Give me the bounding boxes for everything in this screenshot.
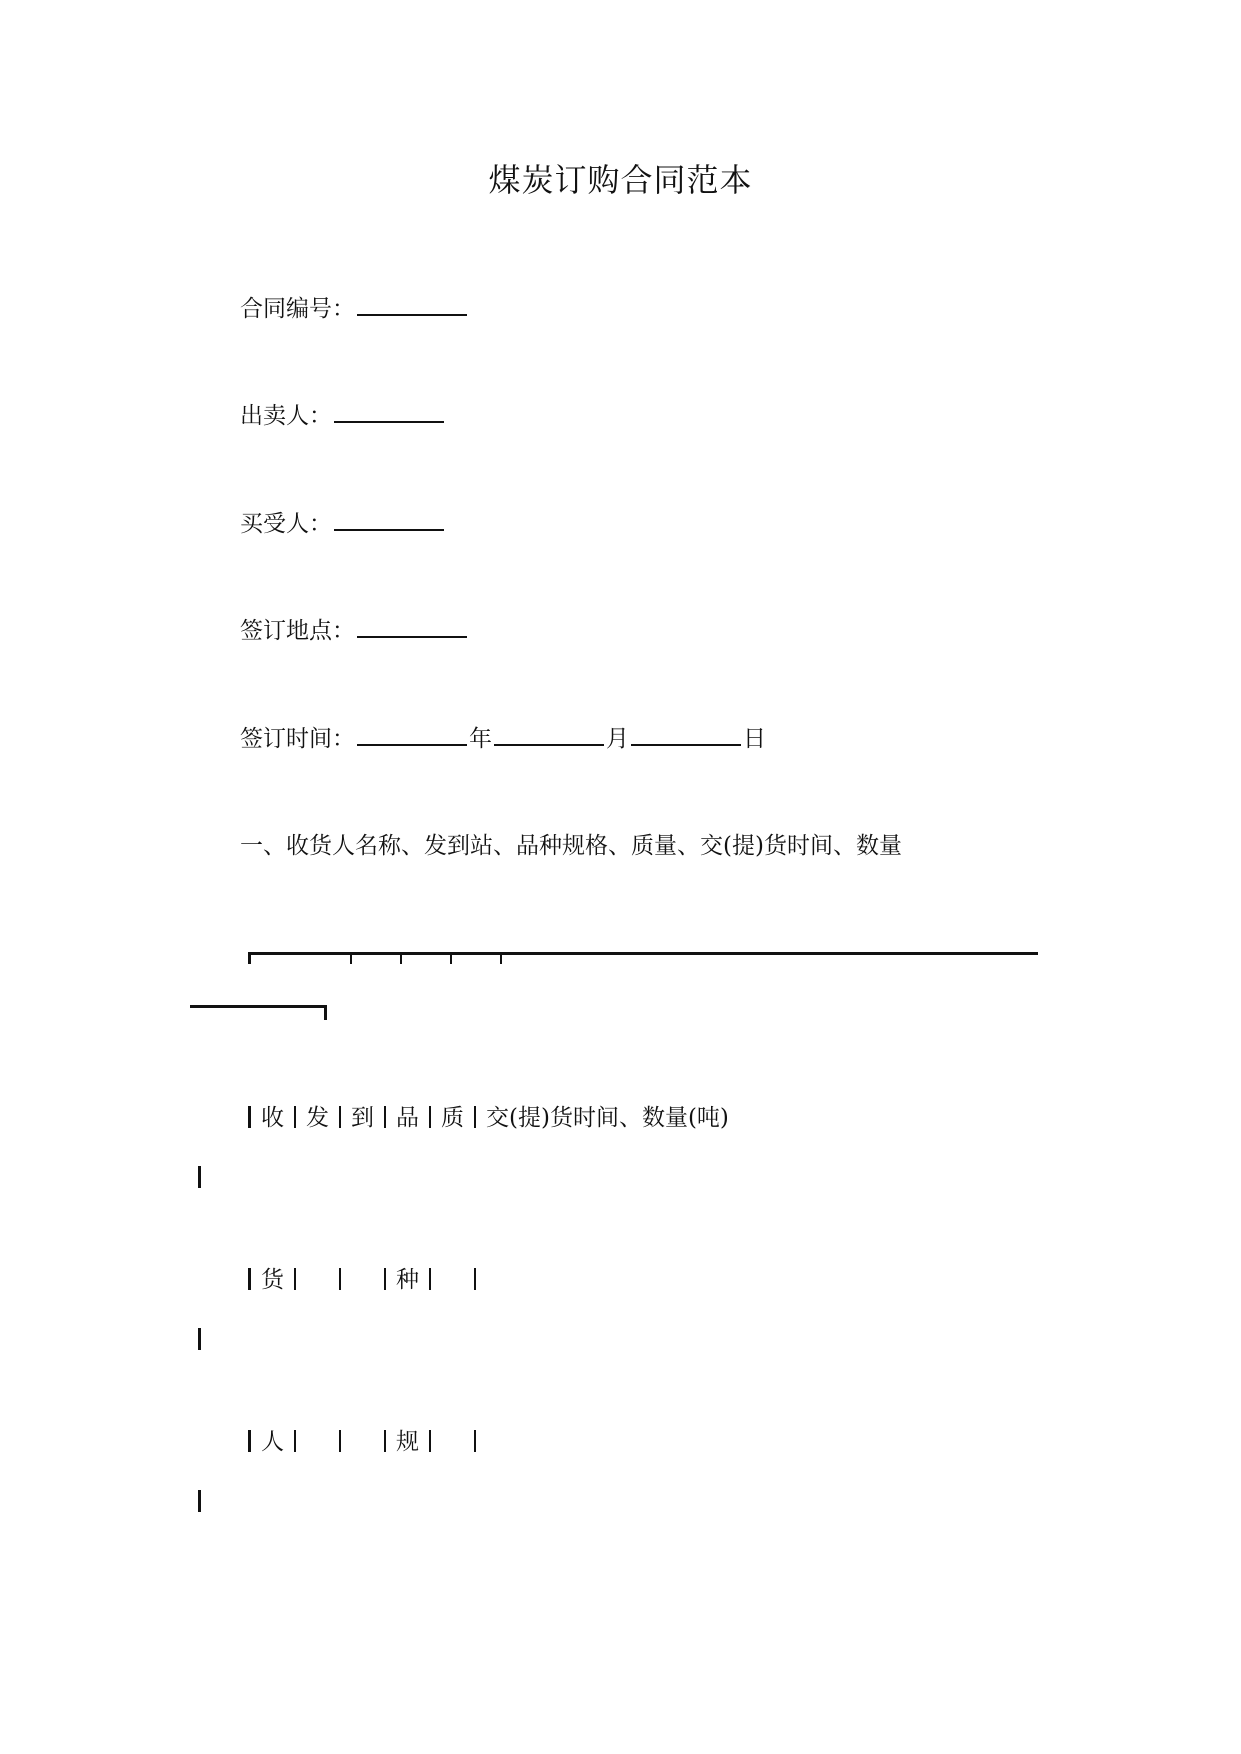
cell-border [474, 1430, 476, 1452]
cell-border [248, 1430, 251, 1452]
cell-border [474, 1106, 476, 1128]
header-cell-1: 收 [261, 1105, 284, 1131]
cell-border [384, 1268, 386, 1290]
month-blank[interactable] [494, 722, 604, 746]
header-cell-4: 品 [396, 1105, 419, 1131]
row-end-border [198, 1166, 201, 1188]
cell-border [339, 1106, 341, 1128]
signing-place-blank[interactable] [357, 614, 467, 638]
table-corner-right [324, 1005, 327, 1020]
cell-border [474, 1268, 476, 1290]
cell-border [248, 1268, 251, 1290]
day-label: 日 [743, 726, 766, 752]
row3-cell-4: 规 [396, 1429, 419, 1455]
header-cell-5: 质 [441, 1105, 464, 1131]
contract-number-blank[interactable] [357, 292, 467, 316]
buyer-line [240, 507, 446, 540]
cell-border [294, 1430, 296, 1452]
contract-number-label: 合同编号： [240, 296, 355, 322]
table-top-rule [248, 952, 1038, 955]
header-cell-2: 发 [306, 1105, 329, 1131]
cell-border [339, 1268, 341, 1290]
year-blank[interactable] [357, 722, 467, 746]
header-cell-3: 到 [351, 1105, 374, 1131]
table-row [248, 1264, 486, 1296]
header-cell-6: 交(提)货时间、数量(吨) [486, 1105, 729, 1131]
table-tick [350, 952, 352, 964]
month-label: 月 [606, 726, 629, 752]
seller-blank[interactable] [334, 399, 444, 423]
row2-cell-4: 种 [396, 1267, 419, 1293]
cell-border [339, 1430, 341, 1452]
seller-label: 出卖人： [240, 403, 332, 429]
signing-place-line [240, 614, 469, 647]
document-title: 煤炭订购合同范本 [488, 161, 753, 199]
cell-border [248, 1106, 251, 1128]
signing-time-label: 签订时间： [240, 726, 355, 752]
table-top-border [248, 952, 1038, 962]
table-tick [400, 952, 402, 964]
table-tick [450, 952, 452, 964]
year-label: 年 [469, 726, 492, 752]
contract-number-line [240, 292, 469, 325]
cell-border [384, 1430, 386, 1452]
cell-border [384, 1106, 386, 1128]
day-blank[interactable] [631, 722, 741, 746]
cell-border [429, 1106, 431, 1128]
row-end-border [198, 1490, 201, 1512]
buyer-label: 买受人： [240, 511, 332, 537]
table-corner-left [248, 952, 251, 964]
row2-cell-1: 货 [261, 1267, 284, 1293]
section-1-heading: 一、收货人名称、发到站、品种规格、质量、交(提)货时间、数量 [240, 833, 902, 859]
signing-place-label: 签订地点： [240, 618, 355, 644]
row-end-border [198, 1328, 201, 1350]
seller-line [240, 399, 446, 432]
cell-border [294, 1106, 296, 1128]
table-top-border-wrap [190, 1005, 330, 1021]
row3-cell-1: 人 [261, 1429, 284, 1455]
table-header-row [248, 1102, 729, 1134]
cell-border [429, 1430, 431, 1452]
table-wrap-rule [190, 1005, 325, 1008]
cell-border [294, 1268, 296, 1290]
table-row [248, 1426, 486, 1458]
table-tick [500, 952, 502, 964]
buyer-blank[interactable] [334, 507, 444, 531]
signing-time-line [240, 722, 766, 755]
cell-border [429, 1268, 431, 1290]
